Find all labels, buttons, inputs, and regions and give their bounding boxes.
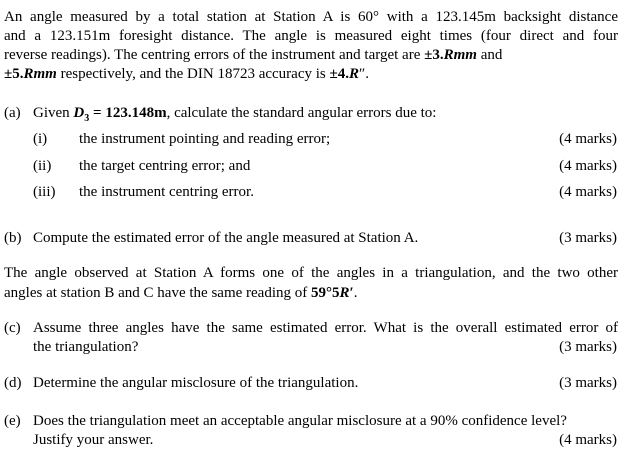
intro-line-2: and a 123.151m foresight distance. The angle is measured eight times (four direct and four xyxy=(4,28,618,44)
intro-line-1: An angle measured by a total station at Station A is 60° with a 123.145m backsight distance xyxy=(4,9,618,25)
part-b-marks: (3 marks) xyxy=(559,230,617,246)
part-a-sub-1-num: (i) xyxy=(33,131,48,147)
part-a-sub-2-text: the target centring error; and xyxy=(79,158,251,174)
part-c-line-2: the triangulation? xyxy=(33,339,139,355)
part-a-label: (a) xyxy=(4,105,21,121)
part-b-text: Compute the estimated error of the angle measured at Station A. xyxy=(33,230,419,246)
part-a-sub-1-text: the instrument pointing and reading error; xyxy=(79,131,331,147)
part-e-marks: (4 marks) xyxy=(559,432,617,448)
part-a-text: Given $D_3 = 123.148m$, calculate the standard angular errors due to: xyxy=(33,105,437,124)
part-a-sub-1-marks: (4 marks) xyxy=(559,131,617,147)
part-d-text: Determine the angular misclosure of the triangulation. xyxy=(33,375,359,391)
part-b-label: (b) xyxy=(4,230,22,246)
part-a-sub-2-marks: (4 marks) xyxy=(559,158,617,174)
part-c-line-1: Assume three angles have the same estimated error. What is the overall estimated error of xyxy=(33,320,618,336)
intro-line-4: ±5.Rmm respectively, and the DIN 18723 accuracy is ±4.R″. xyxy=(4,66,370,82)
part-c-marks: (3 marks) xyxy=(559,339,617,355)
part-a-sub-3-num: (iii) xyxy=(33,184,56,200)
part-a-sub-2-num: (ii) xyxy=(33,158,52,174)
para2-line-1: The angle observed at Station A forms one of the angles in a triangulation, and the two other xyxy=(4,265,618,281)
part-e-line-2: Justify your answer. xyxy=(33,432,154,448)
para2-line-2: angles at station B and C have the same reading of 59°5R′. xyxy=(4,285,358,301)
part-e-line-1: Does the triangulation meet an acceptable angular misclosure at a 90% confidence level? xyxy=(33,413,567,429)
part-a-sub-3-marks: (4 marks) xyxy=(559,184,617,200)
part-d-marks: (3 marks) xyxy=(559,375,617,391)
part-c-label: (c) xyxy=(4,320,21,336)
intro-line-3: reverse readings). The centring errors of the instrument and target are ±3.Rmm and xyxy=(4,47,503,63)
part-a-sub-3-text: the instrument centring error. xyxy=(79,184,254,200)
part-d-label: (d) xyxy=(4,375,22,391)
part-e-label: (e) xyxy=(4,413,21,429)
